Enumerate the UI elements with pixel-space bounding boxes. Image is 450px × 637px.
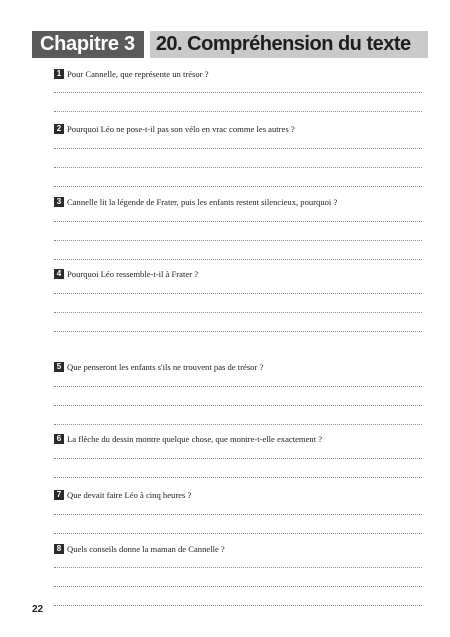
- question-text: Pourquoi Léo ressemble-t-il à Frater ?: [67, 269, 199, 279]
- question-number-badge: 3: [54, 197, 64, 207]
- question-text: Que devait faire Léo à cinq heures ?: [67, 490, 192, 500]
- question-number-badge: 5: [54, 362, 64, 372]
- answer-line[interactable]: [54, 386, 422, 387]
- question-text: Que penseront les enfants s'ils ne trouvent pas de trésor ?: [67, 362, 264, 372]
- question-number-badge: 7: [54, 490, 64, 500]
- question-text: Quels conseils donne la maman de Cannelle ?: [67, 544, 225, 554]
- question-5: [54, 361, 422, 373]
- question-text: Pour Cannelle, que représente un trésor ?: [67, 69, 209, 79]
- answer-line[interactable]: [54, 186, 422, 187]
- answer-line[interactable]: [54, 567, 422, 568]
- answer-line[interactable]: [54, 586, 422, 587]
- question-number-badge: 2: [54, 124, 64, 134]
- answer-line[interactable]: [54, 221, 422, 222]
- question-text: Pourquoi Léo ne pose-t-il pas son vélo en vrac comme les autres ?: [67, 124, 295, 134]
- answer-line[interactable]: [54, 605, 422, 606]
- answer-line[interactable]: [54, 331, 422, 332]
- question-number-badge: 4: [54, 269, 64, 279]
- answer-line[interactable]: [54, 458, 422, 459]
- question-number-badge: 8: [54, 544, 64, 554]
- question-7: [54, 489, 422, 501]
- question-1: [54, 68, 422, 80]
- answer-line[interactable]: [54, 514, 422, 515]
- answer-line[interactable]: [54, 293, 422, 294]
- answer-line[interactable]: [54, 167, 422, 168]
- question-3: [54, 196, 422, 208]
- page-title: 20. Compréhension du texte: [150, 31, 428, 58]
- question-number-badge: 1: [54, 69, 64, 79]
- answer-line[interactable]: [54, 240, 422, 241]
- question-text: La flèche du dessin montre quelque chose, que montre-t-elle exactement ?: [67, 434, 323, 444]
- answer-line[interactable]: [54, 148, 422, 149]
- answer-line[interactable]: [54, 533, 422, 534]
- answer-line[interactable]: [54, 92, 422, 93]
- page-header: [32, 31, 428, 58]
- answer-line[interactable]: [54, 405, 422, 406]
- question-number-badge: 6: [54, 434, 64, 444]
- question-2: [54, 123, 422, 135]
- chapter-label: Chapitre 3: [32, 31, 144, 58]
- question-8: [54, 543, 422, 555]
- answer-line[interactable]: [54, 312, 422, 313]
- answer-line[interactable]: [54, 259, 422, 260]
- answer-line[interactable]: [54, 477, 422, 478]
- question-4: [54, 268, 422, 280]
- answer-line[interactable]: [54, 424, 422, 425]
- page-number: 22: [32, 604, 44, 615]
- answer-line[interactable]: [54, 111, 422, 112]
- question-6: [54, 433, 422, 445]
- question-text: Cannelle lit la légende de Frater, puis les enfants restent silencieux, pourquoi ?: [67, 197, 338, 207]
